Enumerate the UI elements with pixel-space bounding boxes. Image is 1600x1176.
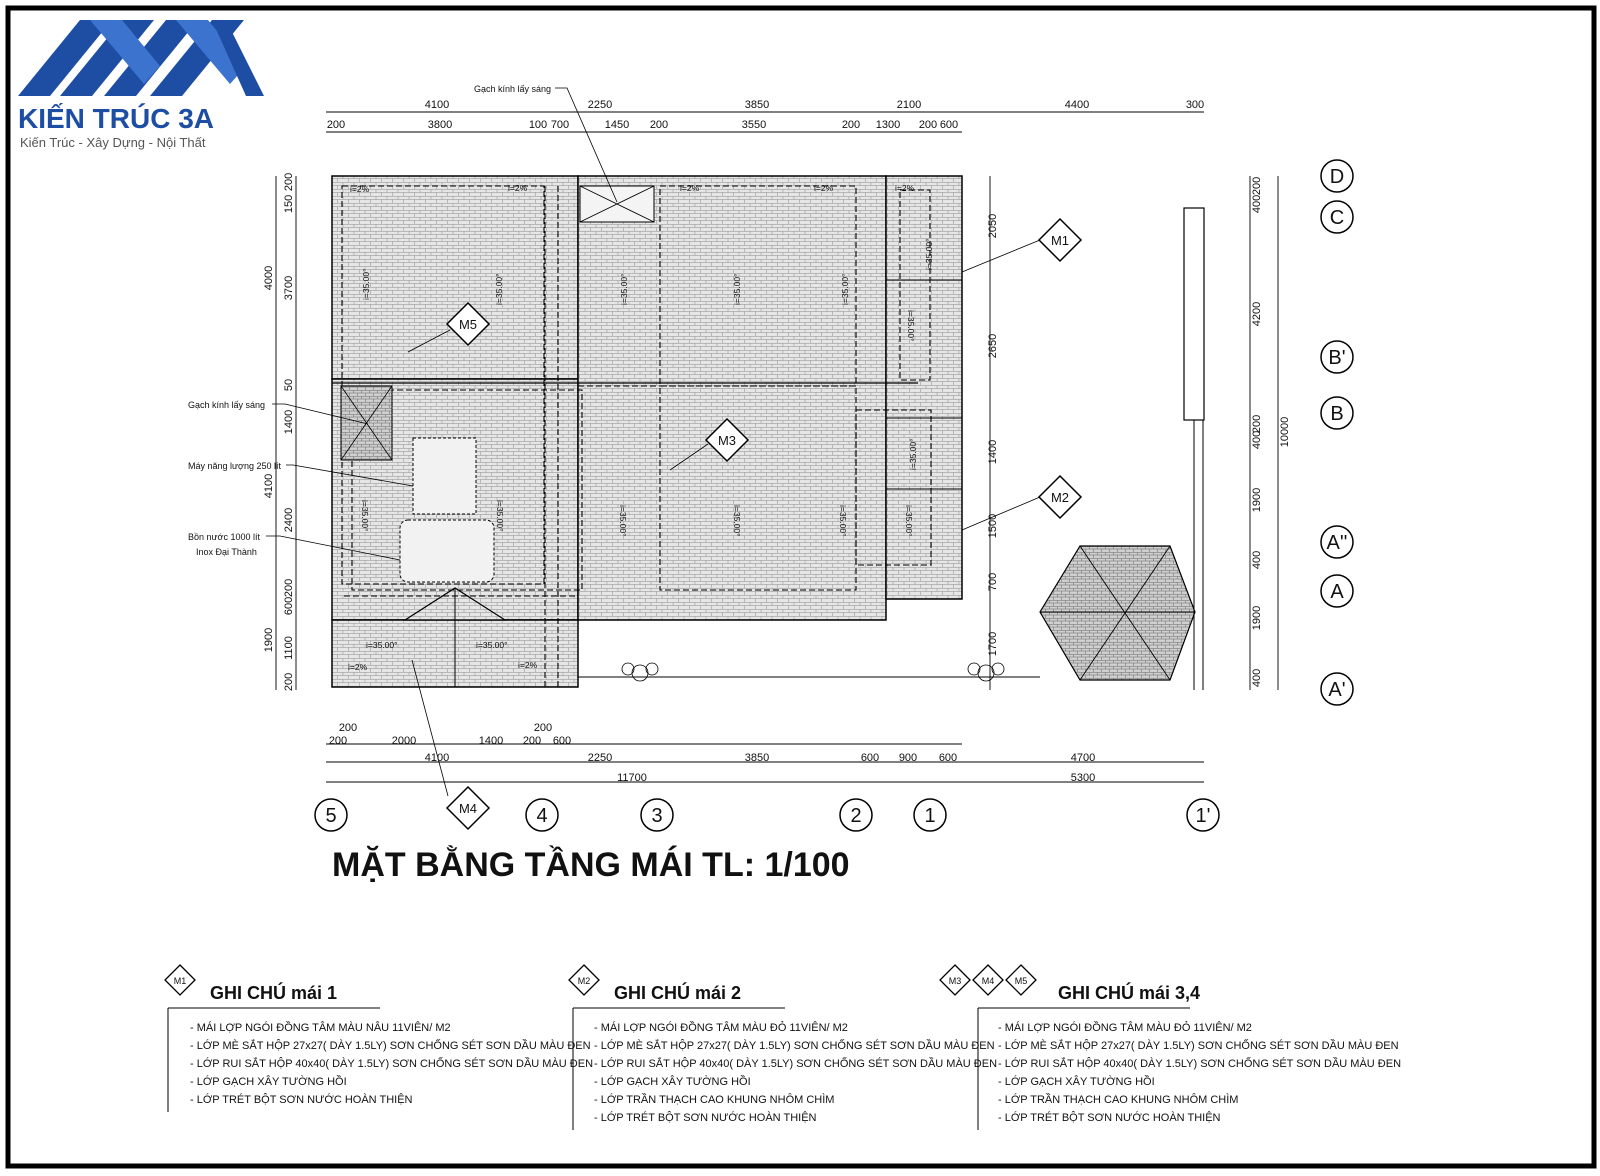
note-item: - MÁI LỢP NGÓI ĐỒNG TÂM MÀU ĐỎ 11VIÊN/ M2 [998, 1022, 1252, 1034]
dim-bottom-inner: 900 [898, 752, 918, 764]
annotation-skylight-left: Gạch kính lấy sáng [188, 400, 266, 410]
note-item: - LỚP TRÉT BỘT SƠN NƯỚC HOÀN THIỆN [998, 1112, 1221, 1124]
column-strip-1prime [1184, 208, 1204, 420]
logo-company-name: KIẾN TRÚC 3A [18, 103, 215, 134]
axis-bubble-column [641, 799, 673, 831]
dim-bottom-inner: 600 [552, 735, 572, 747]
slope-pitched: i=35.00° [619, 273, 629, 305]
dim-bottom-total: 5300 [1070, 772, 1096, 784]
dim-right-inner: 700 [987, 572, 999, 592]
dim-top-inner: 200 [326, 119, 346, 131]
slope-pitched: i=35.00° [618, 505, 628, 537]
svg-text:5: 5 [325, 805, 337, 827]
dim-right-inner: 1700 [987, 631, 999, 657]
dim-top-outer: 2100 [896, 99, 922, 111]
note-block-m1 [165, 965, 593, 1112]
dim-bottom-inner: 600 [860, 752, 880, 764]
dim-bottom-inner: 600 [938, 752, 958, 764]
slope-pitched: i=35.00° [838, 505, 848, 537]
dim-bottom-mid: 4100 [424, 752, 450, 764]
svg-text:D: D [1329, 166, 1345, 188]
dim-right-outer: 400 [1251, 668, 1263, 688]
slope-flat: i=2% [348, 662, 368, 672]
slope-pitched: i=35.00° [494, 273, 504, 305]
dim-left-inner: 1400 [283, 409, 295, 435]
svg-text:M5: M5 [458, 317, 478, 332]
note-item: - LỚP TRẦN THẠCH CAO KHUNG NHÔM CHÌM [998, 1094, 1239, 1106]
note-item: - LỚP MÈ SẮT HỘP 27x27( DÀY 1.5LY) SƠN CHỐNG SÉT SƠN DẦU MÀU ĐEN [594, 1040, 995, 1052]
dim-right-inner: 2050 [987, 213, 999, 239]
note-title: GHI CHÚ mái 2 [614, 983, 742, 1003]
dim-left-inner: 200 [283, 172, 295, 192]
slope-flat: i=2% [508, 183, 528, 193]
dim-top-inner: 200 [841, 119, 861, 131]
axis-bubble-row [1321, 341, 1353, 373]
note-tag: M3 [948, 976, 962, 986]
dim-left-inner: 600 [283, 596, 295, 616]
note-item: - LỚP GẠCH XÂY TƯỜNG HỒI [190, 1076, 347, 1088]
note-item: - MÁI LỢP NGÓI ĐỒNG TÂM MÀU ĐỎ 11VIÊN/ M2 [594, 1022, 848, 1034]
axis-bubble-column [840, 799, 872, 831]
svg-text:B': B' [1328, 347, 1346, 369]
axis-bubble-row [1321, 201, 1353, 233]
note-item: - LỚP GẠCH XÂY TƯỜNG HỒI [594, 1076, 751, 1088]
tree-symbol [622, 663, 1004, 681]
dim-right-outer: 400 [1251, 194, 1263, 214]
dim-right-outer: 200 [1251, 414, 1263, 434]
dim-top-inner: 3550 [741, 119, 767, 131]
svg-text:4: 4 [536, 805, 548, 827]
dim-left-outer: 1900 [263, 627, 275, 653]
svg-text:M1: M1 [1050, 233, 1070, 248]
svg-text:C: C [1329, 207, 1345, 229]
dim-top-outer: 4400 [1064, 99, 1090, 111]
dim-left-inner: 2400 [283, 507, 295, 533]
axis-bubble-row [1321, 673, 1353, 705]
annotation-water-tank-1: Bồn nước 1000 lít [188, 532, 260, 542]
solar-heater [413, 438, 476, 514]
axis-bubble-row [1321, 575, 1353, 607]
svg-text:1: 1 [924, 805, 936, 827]
slope-pitched: i=35.00° [924, 238, 934, 270]
dim-right-outer: 400 [1251, 550, 1263, 570]
note-item: - LỚP TRÉT BỘT SƠN NƯỚC HOÀN THIỆN [190, 1094, 413, 1106]
svg-text:3: 3 [651, 805, 663, 827]
dim-top-inner: 1300 [875, 119, 901, 131]
slope-flat: i=2% [350, 184, 370, 194]
note-tag: M5 [1014, 976, 1028, 986]
dim-top-outer: 300 [1185, 99, 1205, 111]
dim-left-inner: 150 [283, 194, 295, 214]
dim-top-outer: 3850 [744, 99, 770, 111]
roof-area-m3 [578, 176, 886, 620]
svg-text:2: 2 [850, 805, 862, 827]
dim-top-inner: 100 [528, 119, 548, 131]
note-title: GHI CHÚ mái 3,4 [1058, 983, 1201, 1003]
dim-bottom-total: 11700 [617, 772, 647, 784]
note-item: - LỚP RUI SẮT HỘP 40x40( DÀY 1.5LY) SƠN CHỐNG SÉT SƠN DẦU MÀU ĐEN [594, 1058, 998, 1070]
axis-bubble-column [526, 799, 558, 831]
annotation-water-tank-2: Inox Đại Thành [196, 547, 257, 557]
dim-bottom-inner: 4700 [1070, 752, 1096, 764]
dim-right-outer: 4200 [1251, 301, 1263, 327]
slope-flat: i=2% [680, 183, 700, 193]
note-item: - LỚP RUI SẮT HỘP 40x40( DÀY 1.5LY) SƠN CHỐNG SÉT SƠN DẦU MÀU ĐEN [998, 1058, 1402, 1070]
dim-right-outer: 400 [1251, 430, 1263, 450]
dim-right-inner: 1400 [987, 439, 999, 465]
dim-right-outer: 1900 [1251, 605, 1263, 631]
slope-pitched: i=35.00° [904, 505, 914, 537]
svg-text:M3: M3 [717, 433, 737, 448]
slope-flat: i=2% [895, 183, 915, 193]
dim-bottom-inner: 2000 [391, 735, 417, 747]
svg-text:B: B [1330, 403, 1344, 425]
svg-text:A'': A'' [1326, 532, 1348, 554]
dim-top-inner: 200 [918, 119, 938, 131]
slope-pitched: i=35.00° [476, 640, 508, 650]
axis-bubble-column [914, 799, 946, 831]
note-item: - LỚP GẠCH XÂY TƯỜNG HỒI [998, 1076, 1155, 1088]
note-item: - MÁI LỢP NGÓI ĐỒNG TÂM MÀU NÂU 11VIÊN/ M2 [190, 1022, 451, 1034]
slope-pitched: i=35.00° [906, 310, 916, 342]
grid-axis-rows [1321, 160, 1353, 705]
slope-pitched: i=35.00° [732, 273, 742, 305]
dim-bottom-inner: 200 [533, 722, 553, 734]
dim-top-inner: 3800 [427, 119, 453, 131]
logo-tagline: Kiến Trúc - Xây Dựng - Nội Thất [20, 135, 206, 150]
dim-left-inner: 3700 [283, 275, 295, 301]
roof-tag-m1 [1039, 219, 1081, 261]
note-item: - LỚP RUI SẮT HỘP 40x40( DÀY 1.5LY) SƠN CHỐNG SÉT SƠN DẦU MÀU ĐEN [190, 1058, 594, 1070]
note-tag: M4 [981, 976, 995, 986]
dim-bottom-inner: 200 [522, 735, 542, 747]
note-tag: M1 [173, 976, 187, 986]
note-item: - LỚP TRẦN THẠCH CAO KHUNG NHÔM CHÌM [594, 1094, 835, 1106]
svg-text:A': A' [1328, 679, 1346, 701]
dim-right-inner: 2650 [987, 333, 999, 359]
company-logo [18, 20, 264, 150]
svg-text:A: A [1330, 581, 1344, 603]
slope-flat: i=2% [518, 660, 538, 670]
dim-bottom-inner: 200 [328, 735, 348, 747]
roof-tag-m2 [1039, 476, 1081, 518]
hexagonal-kiosk-roof [1040, 546, 1195, 680]
slope-flat: i=2% [814, 183, 834, 193]
note-item: - LỚP MÈ SẮT HỘP 27x27( DÀY 1.5LY) SƠN CHỐNG SÉT SƠN DẦU MÀU ĐEN [998, 1040, 1399, 1052]
slope-pitched: i=35.00° [495, 500, 505, 532]
dim-right-inner: 1500 [987, 513, 999, 539]
dim-left-inner: 200 [283, 578, 295, 598]
axis-bubble-column [315, 799, 347, 831]
roof-plan [332, 176, 1204, 690]
annotation-solar-heater: Máy năng lượng 250 lít [188, 461, 281, 471]
svg-text:M4: M4 [458, 801, 478, 816]
note-title: GHI CHÚ mái 1 [210, 983, 338, 1003]
water-tank [400, 520, 494, 582]
slope-pitched: i=35.00° [840, 273, 850, 305]
roof-tag-m4 [447, 787, 489, 829]
note-block-m3-m4-m5 [940, 965, 1401, 1130]
slope-pitched: i=35.00° [732, 505, 742, 537]
axis-bubble-row [1321, 526, 1353, 558]
dim-top-inner: 700 [550, 119, 570, 131]
svg-text:M2: M2 [1050, 490, 1070, 505]
dim-top-inner: 200 [649, 119, 669, 131]
note-item: - LỚP TRÉT BỘT SƠN NƯỚC HOÀN THIỆN [594, 1112, 817, 1124]
dim-left-outer: 4100 [263, 473, 275, 499]
axis-bubble-row [1321, 160, 1353, 192]
note-item: - LỚP MÈ SẮT HỘP 27x27( DÀY 1.5LY) SƠN CHỐNG SÉT SƠN DẦU MÀU ĐEN [190, 1040, 591, 1052]
svg-text:1': 1' [1195, 805, 1211, 827]
slope-pitched: i=35.00° [361, 268, 371, 300]
dim-bottom-inner: 200 [338, 722, 358, 734]
dim-bottom-inner: 1400 [478, 735, 504, 747]
slope-pitched: i=35.00° [366, 640, 398, 650]
dim-left-outer: 4000 [263, 265, 275, 291]
note-block-m2 [569, 965, 997, 1130]
dim-top-outer: 4100 [424, 99, 450, 111]
dim-top-outer: 2250 [587, 99, 613, 111]
dim-left-inner: 50 [283, 378, 295, 392]
dim-top-inner: 600 [939, 119, 959, 131]
dim-left-inner: 1100 [283, 636, 295, 660]
dim-right-total: 10000 [1279, 416, 1291, 448]
dim-right-outer: 1900 [1251, 487, 1263, 513]
drawing-title: MẶT BẰNG TẦNG MÁI TL: 1/100 [332, 846, 850, 884]
note-tag: M2 [577, 976, 591, 986]
dim-top-inner: 1450 [604, 119, 630, 131]
annotation-skylight-top: Gạch kính lấy sáng [474, 84, 552, 94]
slope-pitched: i=35.00° [360, 500, 370, 532]
dim-right-outer: 200 [1251, 176, 1263, 196]
slope-pitched: i=35.00° [908, 438, 918, 470]
dim-bottom-inner: 3850 [744, 752, 770, 764]
axis-bubble-column [1187, 799, 1219, 831]
dim-left-inner: 200 [283, 672, 295, 692]
roof-notes [165, 965, 1401, 1130]
axis-bubble-row [1321, 397, 1353, 429]
dim-bottom-inner: 2250 [587, 752, 613, 764]
